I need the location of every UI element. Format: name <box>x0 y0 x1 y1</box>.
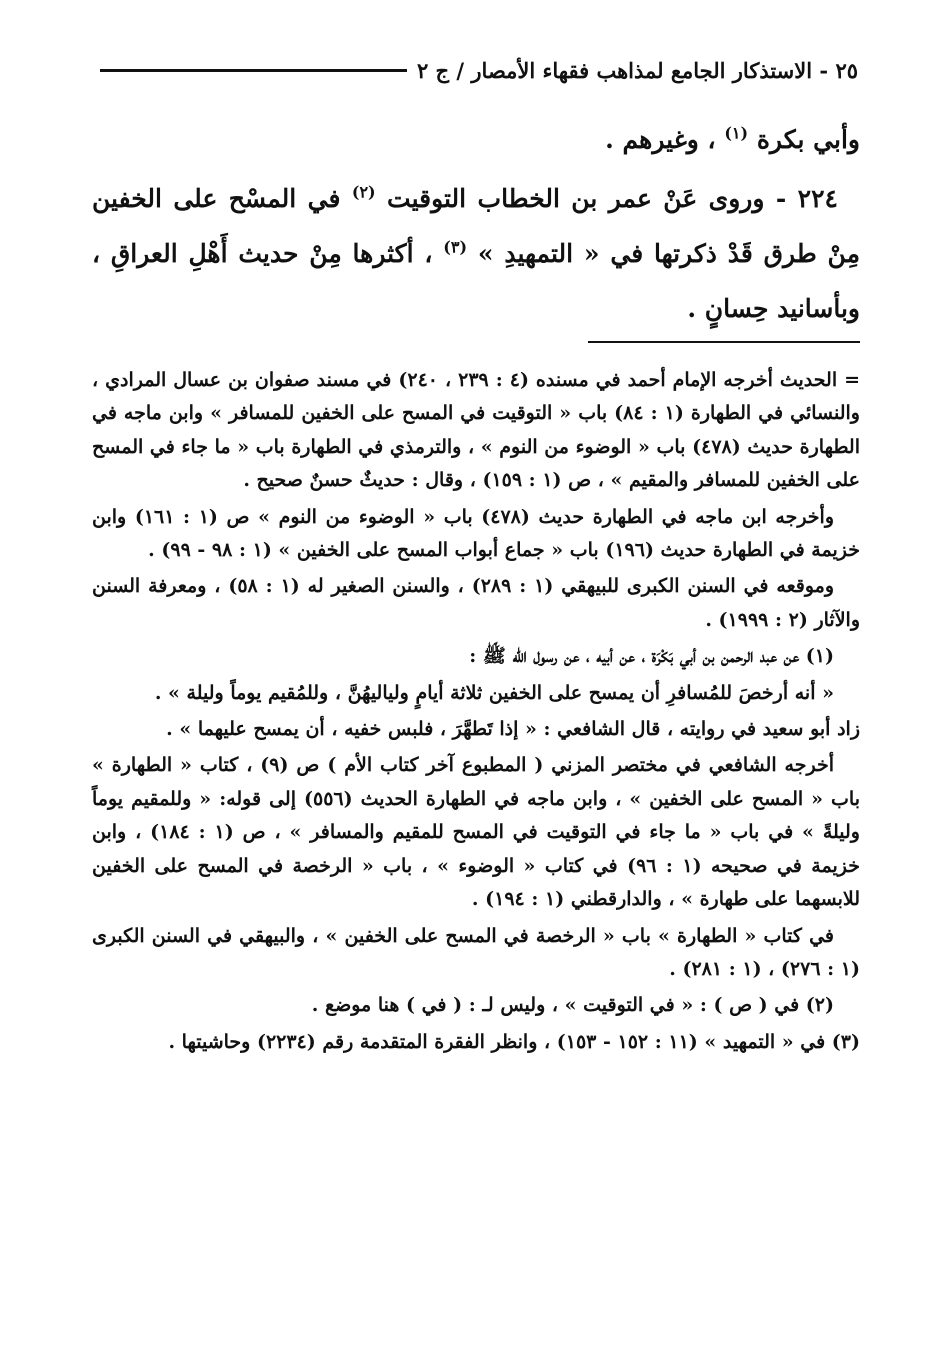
main-line-1 <box>92 112 860 167</box>
footnote-paragraph: وموقعه في السنن الكبرى للبيهقي (١ : ٢٨٩) ، والسنن الصغير له (١ : ٥٨) ، ومعرفة السنن والآثار (٢ : ١٩٩٩) . <box>92 575 860 631</box>
running-header <box>100 58 858 83</box>
footnote-1-quote: « أنه أرخصَ للمُسافرِ أن يمسح على الخفين ثلاثة أيامٍ ولياليهُنَّ ، وللمُقيم يوماً وليلة » . <box>154 681 834 704</box>
footnote-1: (١) عن عبد الرحمن بن أبي بَكْرَة ، عن أبيه ، عن رسول الله ﷺ : <box>469 645 834 668</box>
header-rule <box>100 69 407 72</box>
main-line-1-text: وأبي بكرة <box>756 125 860 154</box>
footnote-paragraph: وأخرجه ابن ماجه في الطهارة حديث (٤٧٨) باب « الوضوء من النوم » ص (١ : ١٦١) وابن خزيمة في الطهارة حديث (١٩٦) باب « جماع أبواب المسح على الخفين » (١ : ٩٨ - ٩٩) . <box>92 505 860 562</box>
footnote-ref-2: (٢) <box>351 182 376 202</box>
footnote-2: (٢) في ( ص ) : « في التوقيت » ، وليس لـ : ( في ) هنا موضع . <box>311 994 834 1017</box>
footnote-divider <box>588 341 860 343</box>
footnote-continuation: = الحديث أخرجه الإمام أحمد في مسنده (٤ : ٢٣٩ ، ٢٤٠) في مسند صفوان بن عسال المرادي ، والنسائي في الطهارة (١ : ٨٤) باب « التوقيت في المسح على الخفين للمسافر » وابن ماجه في الطهارة حديث (٤٧٨) باب « الوضوء من النوم » ، والترمذي في الطهارة باب « ما جاء في المسح على الخفين للمسافر والمقيم » ، ص (١ : ١٥٩) ، وقال : حديثٌ حسنٌ صحيح . <box>92 369 861 492</box>
footnote-1-sources: أخرجه الشافعي في مختصر المزني ( المطبوع آخر كتاب الأم ) ص (٩) ، كتاب « الطهارة » باب « المسح على الخفين » ، وابن ماجه في الطهارة الحديث (٥٥٦) إلى قوله: « وللمقيم يوماً وليلةً » في باب « ما جاء في التوقيت في المسح للمقيم والمسافر » ، ص (١ : ١٨٤) ، وابن خزيمة في صحيحه (١ : ٩٦) في كتاب « الوضوء » ، باب « الرخصة في المسح على الخفين للابسهما على طهارة » ، والدارقطني (١ : ١٩٤) . <box>92 754 861 911</box>
footnote-ref-1: (١) <box>724 123 749 143</box>
footnotes <box>92 364 860 1062</box>
paragraph-224-mid: في المسْح على الخفين مِنْ طرق قَدْ ذكرتها في « التمهيدِ » <box>92 184 860 268</box>
main-text <box>92 112 860 336</box>
paragraph-224-start: ٢٢٤ - وروى عَنْ عمر بن الخطاب التوقيت <box>387 184 838 213</box>
paragraph-224 <box>92 171 860 336</box>
footnote-3: (٣) في « التمهيد » (١١ : ١٥٢ - ١٥٣) ، وانظر الفقرة المتقدمة رقم (٢٢٣٤) وحاشيتها . <box>168 1030 860 1053</box>
footnote-1-addition: زاد أبو سعيد في روايته ، قال الشافعي : « إذا تَطهَّرَ ، فلبس خفيه ، أن يمسح عليهما » . <box>166 718 860 741</box>
main-line-1-end: ، وغيرهم . <box>605 125 716 154</box>
footnote-ref-3: (٣) <box>443 237 468 257</box>
footnote-1-sources-cont: في كتاب « الطهارة » باب « الرخصة في المسح على الخفين » ، والبيهقي في السنن الكبرى (١ : ٢٧٦) ، (١ : ٢٨١) . <box>92 924 860 980</box>
paragraph-224-end: ، أكثرها مِنْ حديث أَهْلِ العراقِ ، وبأسانيد حِسانٍ . <box>92 239 860 323</box>
header-title: ٢٥ - الاستذكار الجامع لمذاهب فقهاء الأمصار / ج ٢ <box>416 58 858 83</box>
